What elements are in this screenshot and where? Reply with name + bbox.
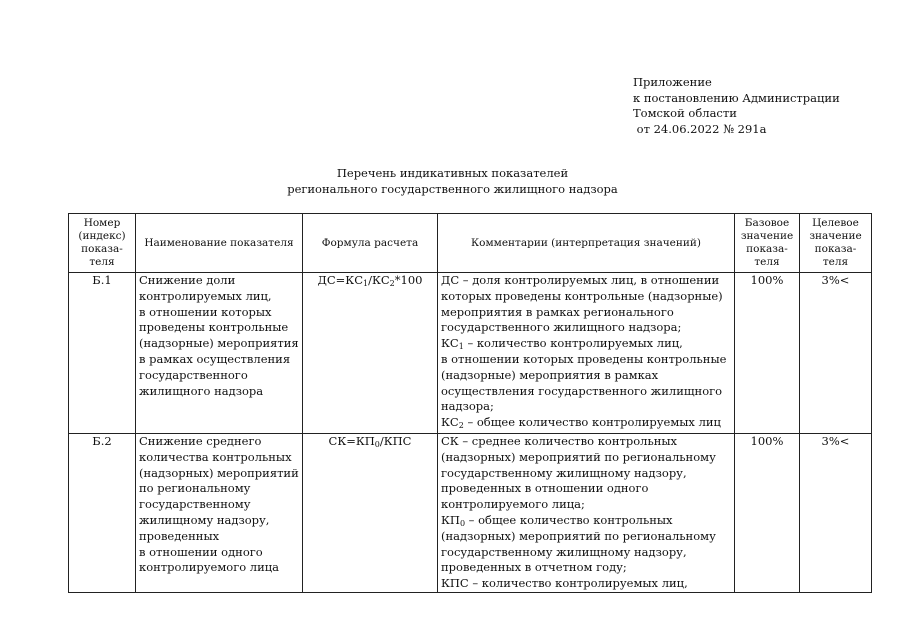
approval-date-line: от 24.06.2022 № 291а [633,121,767,136]
comment-text: – общее количество контролируемых лиц [463,415,721,430]
cell-comment [438,273,735,434]
cell-name: Снижение среднего количества контрольных (надзорных) мероприятий по региональному государственному жилищному надзору, проведенных в отношении одного контролируемого лица [136,434,303,593]
comment-text: КПС – количество контролируемых лиц, [441,576,688,591]
cell-index: Б.1 [69,273,136,434]
approval-line: Томской области [633,106,737,120]
title-line: регионального государственного жилищного надзора [287,181,618,196]
cell-formula [303,434,438,593]
indicators-table [68,213,872,593]
comment-text: КС [441,415,459,430]
comment-subscript: 2 [458,421,464,431]
header-comments: Комментарии (интерпретация значений) [438,214,735,273]
formula-part: /КПС [379,434,412,448]
cell-comment [438,434,735,593]
table-header-row [69,214,872,273]
header-formula: Формула расчета [303,214,438,273]
header-base-value: Базовое значение показа- теля [735,214,800,273]
table-row [69,273,872,434]
header-target-value: Целевое значение показа- теля [800,214,872,273]
table-row [69,434,872,593]
formula-part: ДС=КС [317,273,363,287]
title-line: Перечень индикативных показателей [336,166,569,180]
cell-target-value: 3%< [800,434,872,593]
formula-subscript: 2 [389,279,395,288]
cell-formula [303,273,438,434]
comment-text: – количество контролируемых лиц, в отношении которых проведены контрольные (надзорные) мероприятия в рамках осуществления государственного жилищного надзора; [441,336,727,414]
formula-subscript: 1 [363,279,369,288]
approval-line: к постановлению Администрации [633,90,840,105]
comment-text: ДС – доля контролируемых лиц, в отношении которых проведены контрольные (надзорные) мероприятия в рамках регионального государственного жилищного надзора; [441,273,723,335]
cell-index: Б.2 [69,434,136,593]
header-index: Номер (индекс) показа- теля [69,214,136,273]
approval-block [633,75,840,137]
formula-part: *100 [394,273,423,287]
formula-part: СК=КП [328,434,375,448]
cell-name: Снижение доли контролируемых лиц, в отношении которых проведены контрольные (надзорные) мероприятия в рамках осуществления государственного жилищного надзора [136,273,303,434]
formula-subscript: 0 [374,440,380,449]
comment-text: СК – среднее количество контрольных (надзорных) мероприятий по региональному государственному жилищному надзору, проведенных в отношении одного контролируемого лица; [441,434,716,512]
header-name: Наименование показателя [136,214,303,273]
comment-subscript: 1 [458,342,464,352]
comment-text: КС [441,336,459,351]
cell-base-value: 100% [735,273,800,434]
comment-text: – общее количество контрольных (надзорных) мероприятий по региональному государственному жилищному надзору, проведенных в отчетном году; [441,512,716,575]
formula-part: /КС [368,273,390,287]
cell-base-value: 100% [735,434,800,593]
comment-subscript: 0 [459,518,466,528]
document-title [0,166,905,197]
cell-target-value: 3%< [800,273,872,434]
comment-text: КП [441,512,460,527]
approval-line: Приложение [633,75,712,89]
